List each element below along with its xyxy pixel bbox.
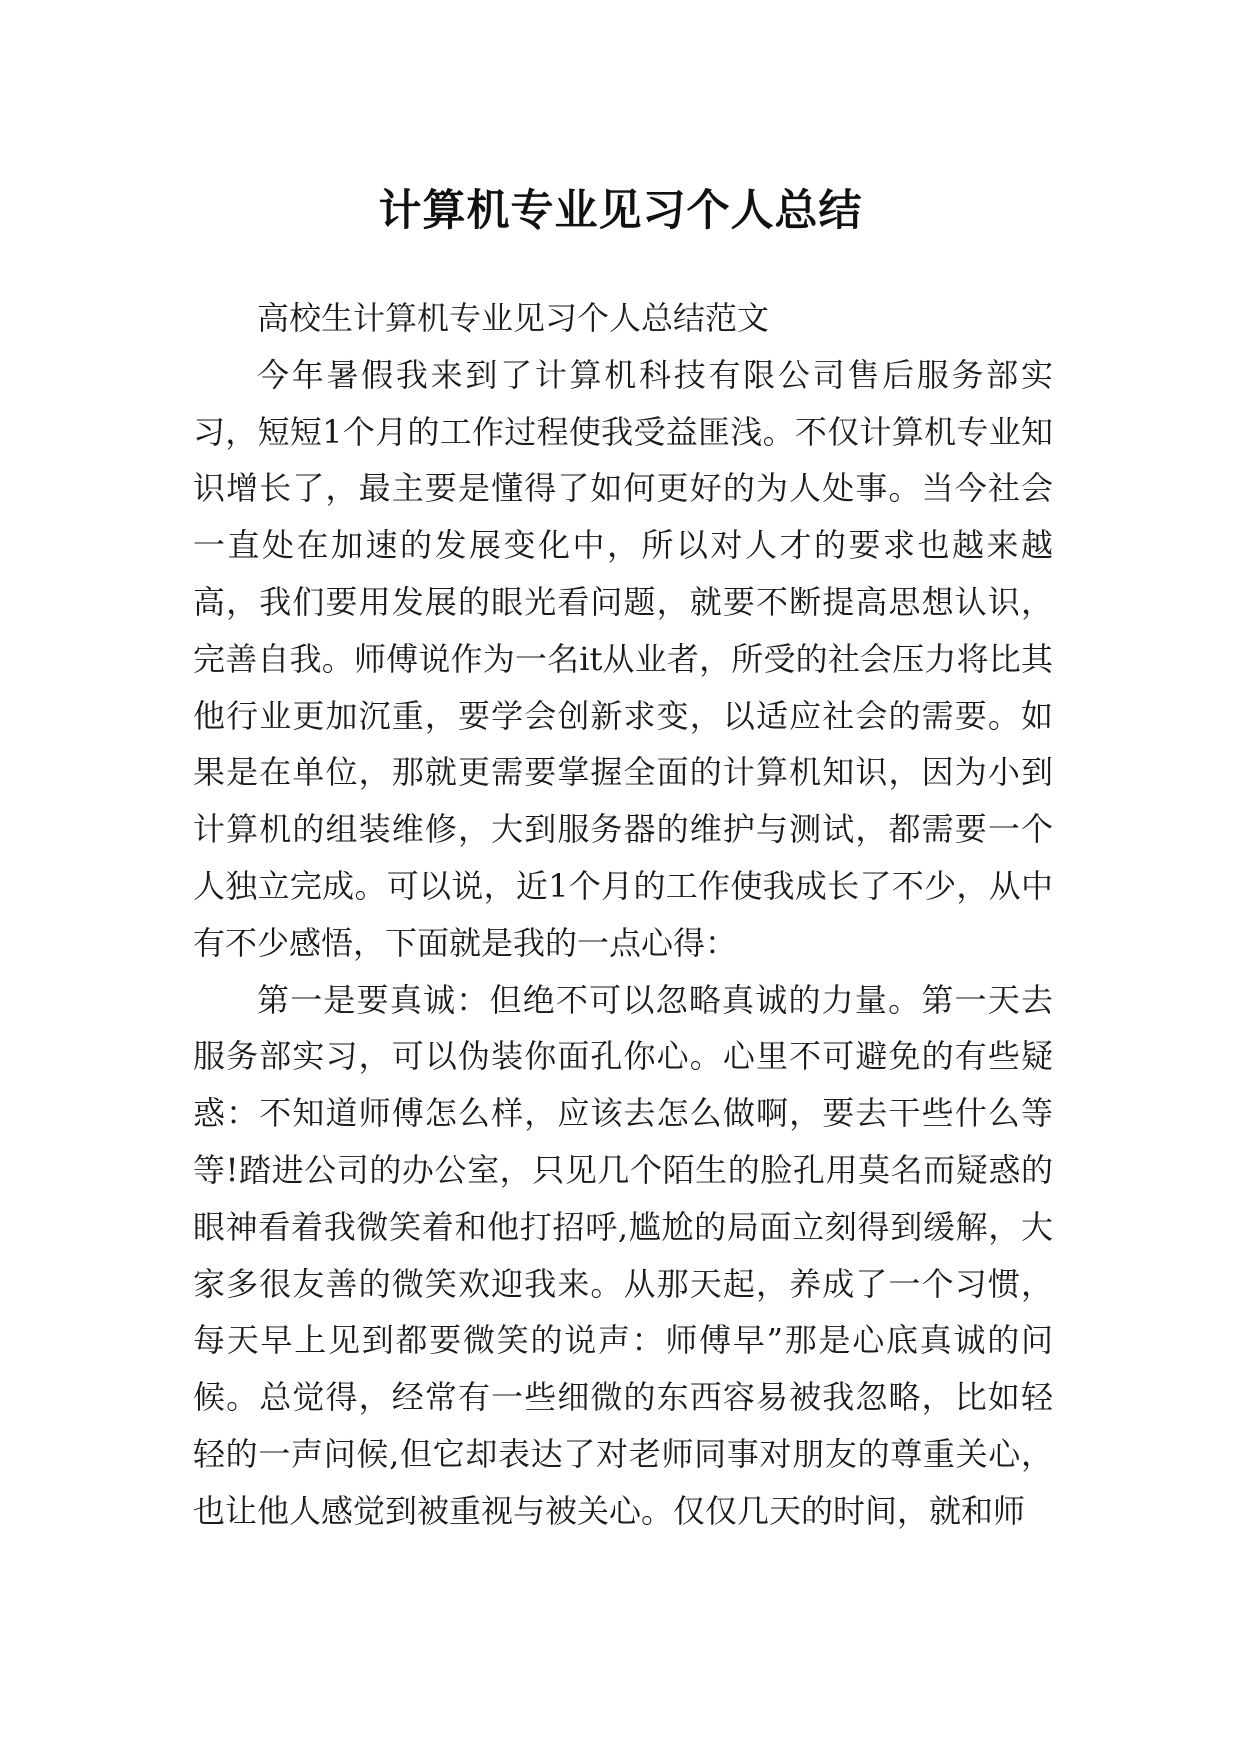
- body-paragraph-intro: 今年暑假我来到了计算机科技有限公司售后服务部实习，短短1个月的工作过程使我受益匪浅。不仅计算机专业知识增长了，最主要是懂得了如何更好的为人处事。当今社会一直处在加速的发展变化中，所以对人才的要求也越来越高，我们要用发展的眼光看问题，就要不断提高思想认识，完善自我。师傅说作为一名it从业者，所受的社会压力将比其他行业更加沉重，要学会创新求变，以适应社会的需要。如果是在单位，那就更需要掌握全面的计算机知识，因为小到计算机的组装维修，大到服务器的维护与测试，都需要一个人独立完成。可以说，近1个月的工作使我成长了不少，从中有不少感悟，下面就是我的一点心得：: [193, 355, 1053, 962]
- document-title: 计算机专业见习个人总结: [378, 185, 863, 236]
- body-paragraph-sincerity: 第一是要真诚：但绝不可以忽略真诚的力量。第一天去服务部实习，可以伪装你面孔你心。心里不可避免的有些疑惑：不知道师傅怎么样，应该去怎么做啊，要去干些什么等等!踏进公司的办公室，只见几个陌生的脸孔用莫名而疑惑的眼神看着我微笑着和他打招呼,尴尬的局面立刻得到缓解，大家多很友善的微笑欢迎我来。从那天起，养成了一个习惯，每天早上见到都要微笑的说声：师傅早”那是心底真诚的问候。总觉得，经常有一些细微的东西容易被我忽略，比如轻轻的一声问候,但它却表达了对老师同事对朋友的尊重关心，也让他人感觉到被重视与被关心。仅仅几天的时间，就和师: [193, 980, 1053, 1530]
- document-body: [193, 290, 1053, 1540]
- subtitle-paragraph: 高校生计算机专业见习个人总结范文: [257, 299, 770, 337]
